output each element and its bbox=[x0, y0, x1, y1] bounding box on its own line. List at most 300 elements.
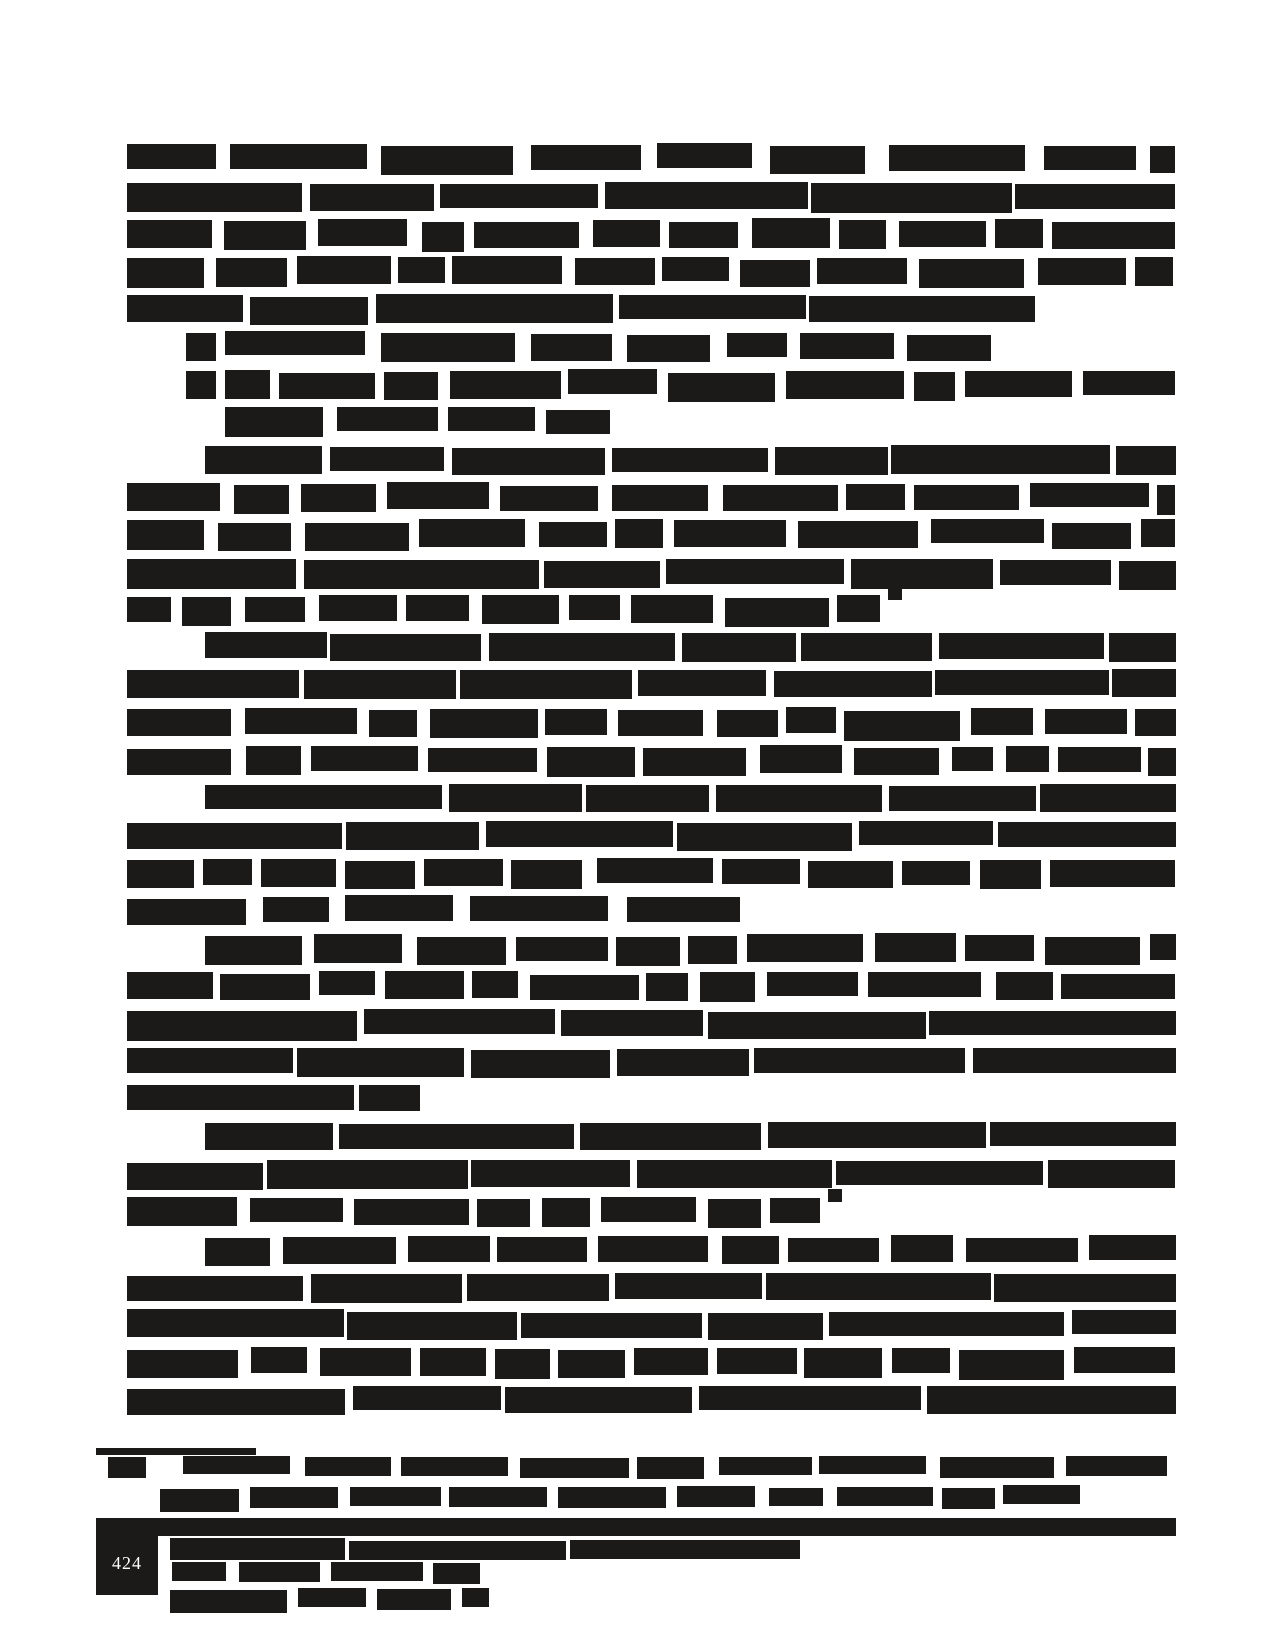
redacted-word-blob bbox=[218, 523, 291, 551]
redacted-word-blob bbox=[346, 822, 479, 850]
redacted-word-blob bbox=[804, 1348, 882, 1378]
redacted-word-blob bbox=[471, 1050, 610, 1078]
redacted-word-blob bbox=[297, 256, 391, 284]
redacted-word-blob bbox=[844, 711, 960, 741]
redacted-word-blob bbox=[449, 1487, 547, 1507]
redacted-word-blob bbox=[965, 935, 1034, 961]
redacted-word-blob bbox=[854, 748, 939, 775]
redacted-word-blob bbox=[752, 218, 830, 248]
redacted-word-blob bbox=[384, 372, 438, 400]
redacted-word-blob bbox=[449, 784, 582, 812]
redacted-word-blob bbox=[311, 1274, 462, 1303]
redacted-word-blob bbox=[942, 1488, 995, 1509]
redacted-word-blob bbox=[347, 1312, 517, 1340]
redacted-word-blob bbox=[674, 520, 786, 547]
redacted-word-blob bbox=[716, 785, 882, 812]
redacted-word-blob bbox=[246, 746, 301, 775]
redacted-word-blob bbox=[899, 221, 986, 247]
redacted-word-blob bbox=[127, 1350, 238, 1378]
redacted-text-line-paragraph-6 bbox=[127, 1158, 1176, 1194]
redacted-word-blob bbox=[669, 222, 738, 248]
redacted-word-blob bbox=[965, 371, 1072, 397]
redacted-word-blob bbox=[500, 486, 598, 511]
redacted-word-blob bbox=[1141, 519, 1175, 547]
redacted-word-blob bbox=[127, 1048, 293, 1073]
redacted-word-blob bbox=[1061, 974, 1175, 999]
redacted-text-line-paragraph-2 bbox=[205, 443, 1176, 479]
redacted-word-blob bbox=[531, 145, 641, 170]
redacted-word-blob bbox=[868, 972, 981, 997]
redacted-word-blob bbox=[350, 1487, 441, 1506]
redacted-word-blob bbox=[127, 295, 243, 322]
redacted-word-blob bbox=[520, 1458, 629, 1478]
redacted-word-blob bbox=[1150, 146, 1175, 173]
redacted-word-blob bbox=[127, 860, 194, 888]
redacted-word-blob bbox=[330, 447, 444, 471]
redacted-word-blob bbox=[250, 1198, 343, 1222]
redacted-word-blob bbox=[127, 1163, 263, 1190]
redacted-word-blob bbox=[637, 1160, 832, 1188]
redacted-text-line-imprint bbox=[170, 1586, 490, 1615]
redacted-word-blob bbox=[891, 445, 1110, 474]
redacted-word-blob bbox=[245, 597, 305, 622]
redacted-word-blob bbox=[225, 331, 365, 355]
redacted-word-blob bbox=[1000, 560, 1111, 585]
redacted-word-blob bbox=[700, 972, 755, 1002]
redacted-text-line-paragraph-continuation bbox=[127, 292, 1035, 328]
redacted-word-blob bbox=[767, 972, 858, 996]
redacted-word-blob bbox=[617, 1049, 749, 1076]
redacted-word-blob bbox=[619, 295, 806, 319]
redacted-word-blob bbox=[768, 1122, 986, 1148]
redacted-word-blob bbox=[127, 183, 302, 212]
redacted-word-blob bbox=[544, 561, 660, 588]
redacted-word-blob bbox=[939, 633, 1104, 659]
redacted-word-blob bbox=[127, 483, 220, 511]
redacted-word-blob bbox=[448, 407, 535, 431]
redacted-word-blob bbox=[786, 707, 836, 733]
redacted-word-blob bbox=[345, 895, 453, 921]
redacted-word-blob bbox=[891, 1235, 953, 1262]
redacted-word-blob bbox=[359, 1085, 420, 1111]
redacted-word-blob bbox=[398, 257, 445, 283]
redacted-word-blob bbox=[318, 219, 407, 246]
redacted-word-blob bbox=[331, 1562, 423, 1581]
redacted-word-blob bbox=[1052, 222, 1175, 249]
redacted-word-blob bbox=[666, 559, 844, 584]
redacted-word-blob bbox=[616, 937, 680, 966]
redacted-word-blob bbox=[495, 1349, 550, 1379]
redacted-word-blob bbox=[1015, 184, 1175, 209]
redacted-word-blob bbox=[1150, 934, 1176, 960]
redacted-word-blob bbox=[811, 183, 1012, 213]
redacted-word-blob bbox=[829, 1312, 1064, 1336]
redacted-word-blob bbox=[369, 710, 417, 737]
redacted-word-blob bbox=[467, 1274, 609, 1301]
redacted-word-blob bbox=[657, 143, 752, 168]
redacted-word-blob bbox=[470, 896, 608, 921]
redacted-text-line-paragraph-4 bbox=[127, 857, 1176, 893]
redacted-word-blob bbox=[677, 823, 852, 851]
redacted-word-blob bbox=[1116, 446, 1176, 475]
redacted-word-blob bbox=[1074, 1347, 1175, 1373]
redacted-word-blob bbox=[1058, 747, 1141, 772]
redacted-word-blob bbox=[234, 485, 289, 514]
redacted-word-blob bbox=[914, 372, 955, 401]
redacted-word-blob bbox=[406, 595, 469, 621]
redacted-word-blob bbox=[127, 520, 204, 550]
redacted-word-blob bbox=[428, 748, 537, 772]
redacted-word-blob bbox=[319, 595, 397, 621]
redacted-word-blob bbox=[601, 1197, 696, 1222]
redacted-word-blob bbox=[1148, 748, 1176, 776]
redacted-word-blob bbox=[919, 259, 1024, 288]
redacted-word-blob bbox=[859, 821, 993, 845]
redacted-word-blob bbox=[638, 670, 766, 696]
redacted-text-line-imprint bbox=[172, 1560, 480, 1589]
redacted-word-blob bbox=[786, 371, 904, 399]
redacted-word-blob bbox=[433, 1563, 480, 1584]
redacted-word-blob bbox=[205, 785, 442, 809]
redacted-word-blob bbox=[837, 1487, 933, 1506]
redacted-word-blob bbox=[311, 746, 418, 771]
redacted-word-blob bbox=[1040, 784, 1176, 812]
redacted-word-blob bbox=[569, 595, 620, 620]
redacted-word-blob bbox=[740, 260, 810, 287]
redacted-word-blob bbox=[990, 1122, 1176, 1146]
redacted-word-blob bbox=[1119, 561, 1176, 590]
redacted-text-line-paragraph-continuation bbox=[127, 142, 1176, 178]
redacted-word-blob bbox=[1089, 1235, 1176, 1260]
redacted-word-blob bbox=[205, 632, 327, 658]
redacted-text-line-paragraph-7 bbox=[127, 1384, 1176, 1420]
footer-rule-bar bbox=[96, 1518, 1176, 1536]
redacted-word-blob bbox=[474, 222, 579, 248]
redacted-word-blob bbox=[319, 971, 375, 995]
redacted-word-blob bbox=[839, 220, 886, 249]
redacted-word-blob bbox=[267, 1160, 468, 1189]
redacted-word-blob bbox=[1030, 483, 1149, 507]
redacted-word-blob bbox=[225, 407, 323, 437]
redacted-word-blob bbox=[452, 448, 605, 475]
redacted-word-blob bbox=[995, 219, 1043, 248]
footnote-reference-superscript bbox=[828, 1189, 842, 1202]
redacted-word-blob bbox=[320, 1348, 411, 1376]
redacted-word-blob bbox=[627, 335, 710, 362]
redacted-text-line-paragraph-4 bbox=[205, 781, 1176, 817]
redacted-word-blob bbox=[1006, 746, 1049, 772]
redacted-word-blob bbox=[304, 560, 539, 589]
redacted-word-blob bbox=[708, 1012, 926, 1039]
redacted-word-blob bbox=[205, 936, 302, 965]
redacted-word-blob bbox=[127, 1309, 344, 1337]
redacted-text-line-paragraph-3 bbox=[127, 744, 1176, 780]
redacted-word-blob bbox=[127, 823, 342, 849]
redacted-word-blob bbox=[688, 936, 737, 964]
redacted-word-blob bbox=[127, 1011, 357, 1041]
redacted-word-blob bbox=[788, 1238, 879, 1262]
redacted-text-line-paragraph-continuation bbox=[127, 217, 1176, 253]
redacted-word-blob bbox=[1038, 258, 1126, 285]
redacted-word-blob bbox=[298, 1588, 366, 1607]
redacted-word-blob bbox=[283, 1237, 396, 1264]
redacted-word-blob bbox=[546, 410, 610, 434]
redacted-word-blob bbox=[952, 747, 993, 771]
redacted-text-line-paragraph-3 bbox=[205, 631, 1176, 667]
footnote-reference-superscript bbox=[888, 587, 902, 600]
redacted-word-blob bbox=[353, 1386, 501, 1410]
redacted-text-line-paragraph-6 bbox=[127, 1195, 820, 1231]
redacted-word-blob bbox=[261, 859, 336, 887]
redacted-word-blob bbox=[486, 821, 673, 847]
redacted-word-blob bbox=[531, 334, 612, 361]
redacted-text-line-paragraph-2 bbox=[127, 556, 1176, 592]
redacted-word-blob bbox=[127, 709, 231, 736]
redacted-word-blob bbox=[717, 710, 778, 737]
redacted-word-blob bbox=[127, 258, 204, 288]
redacted-word-blob bbox=[725, 598, 829, 627]
redacted-word-blob bbox=[127, 899, 246, 925]
redacted-word-blob bbox=[819, 1456, 926, 1474]
redacted-word-blob bbox=[668, 373, 775, 402]
redacted-word-blob bbox=[717, 1348, 797, 1374]
redacted-word-blob bbox=[542, 1198, 590, 1227]
redacted-word-blob bbox=[127, 972, 213, 999]
redacted-word-blob bbox=[615, 1273, 762, 1299]
redacted-word-blob bbox=[597, 858, 713, 883]
redacted-word-blob bbox=[251, 1347, 307, 1373]
redacted-word-blob bbox=[220, 974, 310, 1000]
redacted-word-blob bbox=[769, 1488, 823, 1506]
redacted-word-blob bbox=[1135, 709, 1176, 736]
redacted-word-blob bbox=[889, 786, 1036, 811]
redacted-word-blob bbox=[927, 1386, 1176, 1414]
redacted-word-blob bbox=[637, 1457, 704, 1479]
redacted-word-blob bbox=[568, 369, 657, 394]
redacted-word-blob bbox=[545, 709, 607, 735]
redacted-word-blob bbox=[631, 595, 713, 623]
page-number: 424 bbox=[112, 1553, 142, 1573]
redacted-word-blob bbox=[127, 1389, 345, 1415]
redacted-word-blob bbox=[586, 785, 709, 812]
redacted-word-blob bbox=[561, 1010, 703, 1036]
list-marker-blob bbox=[108, 1457, 146, 1478]
redacted-word-blob bbox=[935, 670, 1109, 695]
redacted-word-blob bbox=[1157, 485, 1175, 515]
redacted-word-blob bbox=[998, 822, 1176, 847]
redacted-word-blob bbox=[127, 670, 299, 698]
redacted-word-blob bbox=[892, 1348, 950, 1373]
list-marker-blob bbox=[186, 333, 216, 361]
redacted-word-blob bbox=[994, 1274, 1176, 1302]
redacted-text-line-paragraph-3 bbox=[127, 668, 1176, 704]
redacted-word-blob bbox=[907, 335, 991, 361]
redacted-word-blob bbox=[971, 708, 1033, 735]
redacted-text-line-paragraph-7 bbox=[127, 1346, 1176, 1382]
redacted-word-blob bbox=[1044, 146, 1136, 170]
redacted-word-blob bbox=[381, 333, 515, 362]
redacted-word-blob bbox=[708, 1199, 761, 1228]
redacted-word-blob bbox=[570, 1540, 800, 1559]
redacted-text-line-paragraph-5 bbox=[127, 1007, 1176, 1043]
redacted-word-blob bbox=[940, 1457, 1054, 1478]
redacted-word-blob bbox=[339, 1124, 574, 1149]
redacted-word-blob bbox=[615, 519, 663, 548]
redacted-word-blob bbox=[497, 1237, 587, 1262]
redacted-word-blob bbox=[250, 297, 368, 325]
redacted-word-blob bbox=[966, 1238, 1078, 1262]
redacted-word-blob bbox=[385, 971, 464, 999]
redacted-word-blob bbox=[172, 1562, 226, 1581]
redacted-word-blob bbox=[580, 1123, 761, 1150]
redacted-word-blob bbox=[440, 184, 598, 208]
redacted-word-blob bbox=[452, 256, 562, 284]
redacted-word-blob bbox=[770, 1198, 820, 1223]
redacted-word-blob bbox=[530, 975, 639, 1000]
redacted-text-line-paragraph-2 bbox=[127, 481, 1176, 517]
redacted-word-blob bbox=[224, 221, 306, 250]
redacted-word-blob bbox=[1109, 633, 1176, 662]
redacted-word-blob bbox=[973, 1048, 1176, 1073]
redacted-text-line-paragraph-continuation bbox=[127, 255, 1176, 291]
redacted-word-blob bbox=[605, 182, 808, 209]
redacted-word-blob bbox=[420, 1348, 486, 1376]
redacted-word-blob bbox=[127, 1276, 303, 1301]
redacted-word-blob bbox=[593, 220, 660, 247]
page-number-box bbox=[96, 1518, 158, 1595]
redacted-word-blob bbox=[387, 482, 489, 509]
redacted-word-blob bbox=[127, 597, 171, 622]
redacted-word-blob bbox=[182, 597, 231, 626]
redacted-word-blob bbox=[618, 710, 703, 736]
redacted-word-blob bbox=[364, 1009, 555, 1034]
redacted-word-blob bbox=[460, 670, 632, 699]
redacted-word-blob bbox=[127, 749, 231, 775]
redacted-text-line-footnote bbox=[160, 1484, 1080, 1513]
redacted-word-blob bbox=[770, 146, 865, 174]
redacted-word-blob bbox=[1112, 669, 1176, 697]
redacted-text-line-paragraph-7 bbox=[127, 1308, 1176, 1344]
redacted-word-blob bbox=[722, 859, 800, 884]
redacted-word-blob bbox=[349, 1541, 566, 1560]
redacted-word-blob bbox=[798, 521, 918, 548]
redacted-word-blob bbox=[310, 184, 434, 211]
redacted-word-blob bbox=[127, 220, 212, 248]
redacted-word-blob bbox=[723, 485, 838, 511]
redacted-word-blob bbox=[708, 1313, 823, 1340]
redacted-word-blob bbox=[1050, 860, 1175, 887]
redacted-word-blob bbox=[314, 934, 402, 963]
redacted-word-blob bbox=[230, 144, 367, 169]
redacted-word-blob bbox=[627, 897, 740, 922]
redacted-word-blob bbox=[598, 1236, 708, 1262]
redacted-word-blob bbox=[127, 144, 216, 169]
redacted-word-blob bbox=[183, 1456, 290, 1474]
redacted-text-line-paragraph-5 bbox=[127, 1083, 420, 1119]
redacted-word-blob bbox=[516, 937, 608, 961]
redacted-word-blob bbox=[677, 1486, 755, 1507]
redacted-word-blob bbox=[305, 523, 409, 551]
redacted-word-blob bbox=[511, 860, 582, 889]
redacted-word-blob bbox=[450, 371, 561, 399]
redacted-word-blob bbox=[205, 1238, 270, 1266]
redacted-text-line-paragraph-6 bbox=[205, 1120, 1176, 1156]
redacted-word-blob bbox=[722, 1236, 779, 1264]
redacted-word-blob bbox=[539, 522, 607, 547]
redacted-word-blob bbox=[482, 595, 559, 624]
redacted-text-line-numbered-item-2 bbox=[225, 368, 1176, 404]
redacted-word-blob bbox=[817, 258, 907, 284]
redacted-word-blob bbox=[1045, 937, 1140, 965]
redacted-word-blob bbox=[354, 1199, 469, 1225]
redacted-text-line-paragraph-7 bbox=[205, 1233, 1176, 1269]
redacted-word-blob bbox=[754, 1048, 965, 1073]
redacted-word-blob bbox=[216, 258, 287, 287]
redacted-word-blob bbox=[634, 1348, 708, 1375]
redacted-word-blob bbox=[381, 146, 513, 175]
redacted-word-blob bbox=[337, 407, 438, 431]
redacted-word-blob bbox=[419, 519, 525, 547]
redacted-word-blob bbox=[127, 1085, 354, 1110]
redacted-word-blob bbox=[422, 222, 464, 252]
redacted-word-blob bbox=[914, 485, 1019, 510]
redacted-text-line-paragraph-2 bbox=[127, 593, 880, 629]
redacted-word-blob bbox=[846, 484, 905, 510]
redacted-word-blob bbox=[889, 145, 1025, 171]
redacted-word-blob bbox=[929, 1011, 1176, 1035]
redacted-word-blob bbox=[301, 484, 376, 512]
redacted-word-blob bbox=[345, 861, 415, 889]
redacted-text-line-paragraph-5 bbox=[127, 970, 1176, 1006]
redacted-word-blob bbox=[774, 671, 932, 697]
redacted-word-blob bbox=[646, 973, 688, 1001]
redacted-text-line-paragraph-4 bbox=[127, 894, 740, 930]
redacted-word-blob bbox=[1066, 1456, 1167, 1476]
redacted-word-blob bbox=[558, 1487, 666, 1508]
redacted-word-blob bbox=[1003, 1485, 1080, 1504]
redacted-word-blob bbox=[462, 1588, 489, 1607]
redacted-text-line-paragraph-continuation bbox=[127, 180, 1176, 216]
redacted-word-blob bbox=[837, 595, 880, 622]
redacted-word-blob bbox=[747, 934, 863, 962]
redacted-word-blob bbox=[808, 861, 893, 888]
redacted-word-blob bbox=[809, 296, 1035, 322]
redacted-word-blob bbox=[575, 258, 655, 285]
redacted-word-blob bbox=[245, 708, 357, 734]
redacted-text-line-footnote bbox=[183, 1454, 1168, 1483]
redacted-word-blob bbox=[558, 1350, 625, 1378]
redacted-word-blob bbox=[471, 1160, 630, 1187]
redacted-word-blob bbox=[263, 897, 329, 922]
redacted-word-blob bbox=[160, 1489, 239, 1512]
redacted-text-line-paragraph-4 bbox=[127, 819, 1176, 855]
redacted-word-blob bbox=[959, 1350, 1064, 1380]
redacted-word-blob bbox=[477, 1199, 530, 1227]
redacted-word-blob bbox=[170, 1538, 345, 1560]
redacted-word-blob bbox=[1083, 371, 1175, 395]
redacted-word-blob bbox=[430, 709, 538, 738]
redacted-word-blob bbox=[643, 748, 746, 776]
redacted-word-blob bbox=[424, 859, 503, 886]
redacted-word-blob bbox=[330, 634, 481, 661]
redacted-word-blob bbox=[489, 633, 675, 661]
redacted-word-blob bbox=[472, 971, 518, 998]
redacted-text-line-numbered-item-2 bbox=[225, 405, 610, 441]
redacted-word-blob bbox=[127, 559, 296, 589]
redacted-word-blob bbox=[875, 933, 956, 962]
redacted-word-blob bbox=[127, 1197, 237, 1226]
redacted-word-blob bbox=[547, 747, 635, 777]
